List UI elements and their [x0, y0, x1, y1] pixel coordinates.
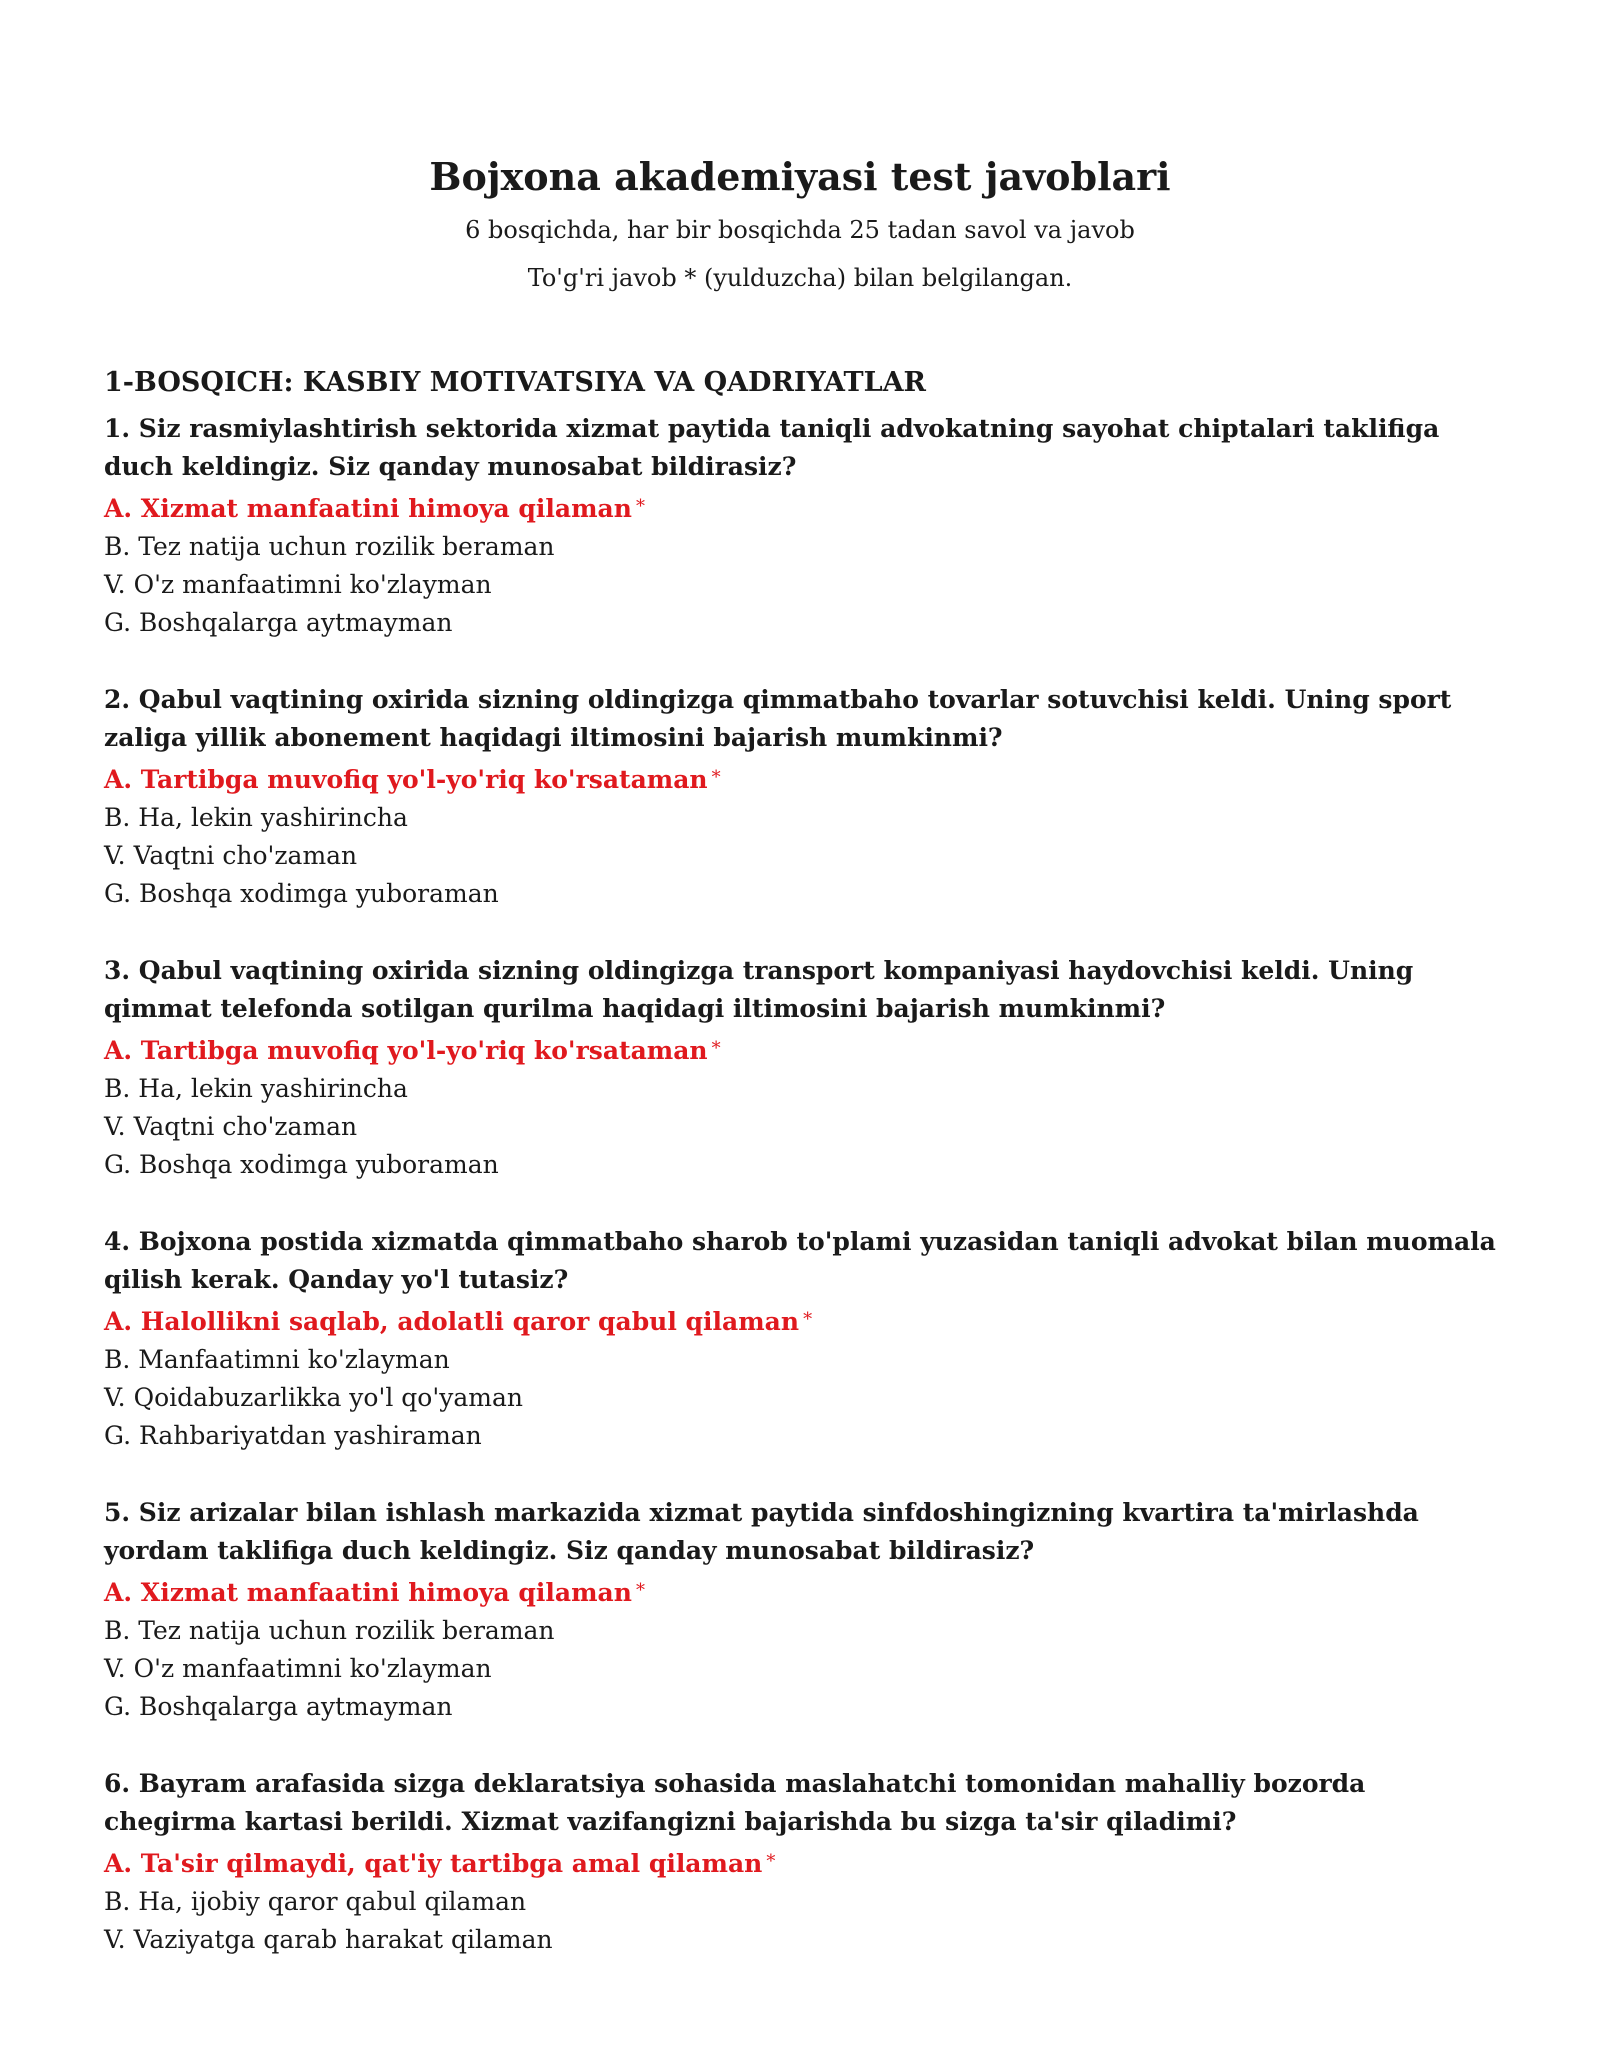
correct-answer [104, 1572, 1504, 1612]
answer-option: V. Vaziyatga qarab harakat qilaman [104, 1925, 553, 1954]
document-subtitle: 6 bosqichda, har bir bosqichda 25 tadan savol va javob [465, 216, 1135, 244]
correct-answer [104, 1030, 1504, 1070]
correct-answer [104, 1843, 1504, 1883]
answer-option: B. Tez natija uchun rozilik beraman [104, 1616, 555, 1645]
correct-answer [104, 1301, 1504, 1341]
question-item [104, 1223, 1504, 1455]
answer-option: G. Boshqa xodimga yuboraman [104, 1150, 499, 1179]
question-text: 2. Qabul vaqtining oxirida sizning oldingizga qimmatbaho tovarlar sotuvchisi keldi. Uning sport zaliga yillik abonement haqidagi iltimosini bajarish mumkinmi? [104, 685, 1452, 752]
answer-option: V. Qoidabuzarlikka yo'l qo'yaman [104, 1383, 523, 1412]
correct-answer-text: A. Halollikni saqlab, adolatli qaror qabul qilaman [104, 1307, 800, 1336]
question-text: 4. Bojxona postida xizmatda qimmatbaho sharob to'plami yuzasidan taniqli advokat bilan muomala qilish kerak. Qanday yo'l tutasiz? [104, 1227, 1496, 1294]
question-text: 5. Siz arizalar bilan ishlash markazida xizmat paytida sinfdoshingizning kvartira ta'mirlashda yordam taklifiga duch keldingiz. Siz qanday munosabat bildirasiz? [104, 1498, 1419, 1565]
document-note: To'g'ri javob * (yulduzcha) bilan belgilangan. [527, 264, 1073, 292]
question-text: 1. Siz rasmiylashtirish sektorida xizmat paytida taniqli advokatning sayohat chiptalari taklifiga duch keldingiz. Siz qanday munosabat bildirasiz? [104, 414, 1440, 481]
correct-answer-text: A. Ta'sir qilmaydi, qat'iy tartibga amal qilaman [104, 1849, 763, 1878]
answer-option: G. Boshqa xodimga yuboraman [104, 879, 499, 908]
correct-marker: * [635, 496, 645, 517]
answer-option: B. Ha, lekin yashirincha [104, 1074, 408, 1103]
document-content [104, 358, 1504, 1998]
question-item [104, 952, 1504, 1184]
answer-option: G. Boshqalarga aytmayman [104, 1692, 453, 1721]
correct-answer [104, 759, 1504, 799]
correct-marker: * [766, 1851, 776, 1872]
correct-answer-text: A. Xizmat manfaatini himoya qilaman [104, 1578, 632, 1607]
question-text: 3. Qabul vaqtining oxirida sizning oldingizga transport kompaniyasi haydovchisi keldi. Uning qimmat telefonda sotilgan qurilma haqidagi iltimosini bajarish mumkinmi? [104, 956, 1414, 1023]
document-title: Bojxona akademiyasi test javoblari [429, 154, 1171, 199]
answer-option: B. Manfaatimni ko'zlayman [104, 1345, 450, 1374]
answer-option: B. Tez natija uchun rozilik beraman [104, 532, 555, 561]
correct-marker: * [635, 1580, 645, 1601]
correct-answer-text: A. Xizmat manfaatini himoya qilaman [104, 494, 632, 523]
document-header [0, 148, 1600, 302]
correct-answer-text: A. Tartibga muvofiq yo'l-yo'riq ko'rsataman [104, 765, 708, 794]
question-item [104, 1765, 1504, 1959]
correct-marker: * [803, 1309, 813, 1330]
section-title: 1-BOSQICH: KASBIY MOTIVATSIYA VA QADRIYATLAR [104, 367, 926, 398]
answer-option: B. Ha, lekin yashirincha [104, 803, 408, 832]
question-text: 6. Bayram arafasida sizga deklaratsiya sohasida maslahatchi tomonidan mahalliy bozorda chegirma kartasi berildi. Xizmat vazifangizni bajarishda bu sizga ta'sir qiladimi? [104, 1769, 1366, 1836]
answer-option: G. Boshqalarga aytmayman [104, 608, 453, 637]
correct-marker: * [711, 1038, 721, 1059]
answer-option: V. Vaqtni cho'zaman [104, 841, 358, 870]
question-item [104, 410, 1504, 642]
correct-answer-text: A. Tartibga muvofiq yo'l-yo'riq ko'rsataman [104, 1036, 708, 1065]
answer-option: V. O'z manfaatimni ko'zlayman [104, 1654, 492, 1683]
answer-option: B. Ha, ijobiy qaror qabul qilaman [104, 1887, 527, 1916]
question-item [104, 1494, 1504, 1726]
answer-option: V. O'z manfaatimni ko'zlayman [104, 570, 492, 599]
correct-answer [104, 488, 1504, 528]
answer-option: V. Vaqtni cho'zaman [104, 1112, 358, 1141]
answer-option: G. Rahbariyatdan yashiraman [104, 1421, 482, 1450]
question-item [104, 681, 1504, 913]
correct-marker: * [711, 767, 721, 788]
